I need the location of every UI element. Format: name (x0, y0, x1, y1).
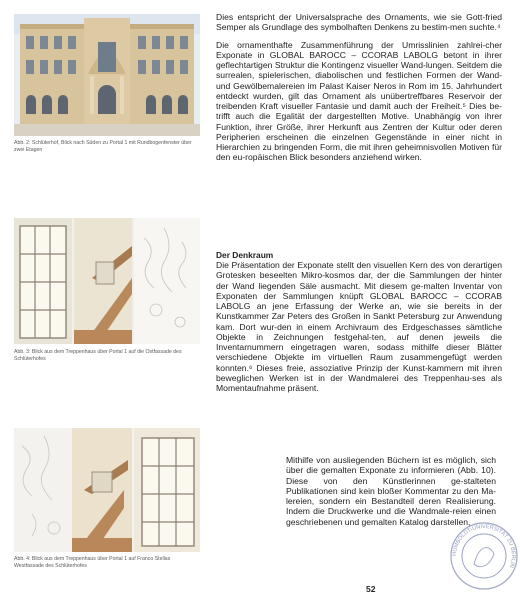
figure-2-photo (14, 14, 200, 136)
svg-text:HUMBOLDT-UNIVERSITÄT ZU BERLIN (452, 524, 516, 568)
figure-3-caption: Abb. 3: Blick aus dem Treppenhaus über Portal 1 auf die Ostfassade des Schlüterhofes (14, 349, 182, 362)
section (216, 250, 502, 393)
staircase-facade-icon (14, 428, 200, 552)
paragraph: Dies entspricht der Universalsprache des Ornaments, wie sie Gott-fried Semper als Grundlage des symbolhaften Denkens zu bestim-men suchte.⁴ (216, 12, 502, 33)
figure-2-caption: Abb. 2: Schlüterhof, Blick nach Süden zu Portal 1 mit Rundbogenfenster über zwei Etagen (14, 140, 192, 153)
body-text (216, 12, 502, 163)
staircase-interior-icon (14, 218, 200, 344)
seal-text: HUMBOLDT-UNIVERSITÄT ZU BERLIN (451, 523, 517, 569)
page-number: 52 (366, 584, 376, 594)
figure-4-photo (14, 428, 200, 552)
paragraph: Mithilfe von ausliegenden Büchern ist es möglich, sich über die gemalten Exponate zu informieren (Abb. 10). Diese von den Künstlerinnen ge-stalteten Publikationen sind kein bloßer Kommentar zu den Ma-lereien, sondern ein Bestandteil deren Realisierung. Indem die Druckwerke und die Wandmale-reien einen geschriebenen und gemalten Katalog darstellen, (286, 455, 496, 527)
building-facade-icon (14, 14, 200, 136)
figure-4-caption: Abb. 4: Blick aus dem Treppenhaus über Portal 1 auf Franco Stellas Westfassade des Schlüterhofes (14, 556, 171, 569)
paragraph: Die ornamenthafte Zusammenführung der Umrisslinien zahlrei-cher Exponate in GLOBAL BAROCC – CCORAB LABOLG betont in ihrer geflechtartigen Struktur die Kontingenz visueller Wand-lungen. Seitdem die surrealen, spielerischen, diabolischen und festlichen Formen der Wand- und Gewölbemalereien im Palast Kaiser Neros in Rom im 15. Jahrhundert entdeckt wurden, gilt das Ornament als unübertreffbares Reservoir der treibenden Kraft visueller Fantasie und damit auch der Freiheit.⁵ Dies be-trifft auch die Egalität der dargestellten Motive. Unabhängig von ihrer Funktion, ihrer Größe, ihrer Herkunft aus Zentren der Kultur oder deren Peripherien erscheinen die einzelnen Gegenstände in einer nicht in Hierarchien zu bringenden Form, die mit ihren geheimnisvollen Motiven für den eu-ropäischen Blick besonders anziehend wirken. (216, 39, 502, 163)
paragraph: Die Präsentation der Exponate stellt den visuellen Kern des von derartigen Grotesken beseelten Mikro-kosmos dar, der die Sammlungen der hinter der Wand liegenden Säle ausmacht. Mit diesem ge-malten Inventar von Exponaten der Sammlungen knüpft GLOBAL BAROCC – CCORAB LABOLG an jene Erfassung der Werke an, wie sie bereits in der Kunstkammer Zar Peters des Großen in Sankt Petersburg zur Anwendung kam. Dort wur-den in einem Archivraum des Erdgeschasses sämtliche Objekte in Zeichnungen festgehal-ten, auf denen jeweils die Inventarnummern eingetragen waren, sodass mithilfe dieser Blätter verschiedene Objekte im virtuellen Raum zusammengefügt werden konnten.⁶ Dieses freie, assoziative Prinzip der Kunst-kammern mit ihren beweglichen Werken ist in der Wandmalerei des Treppenhau-ses als Momentaufnahme präsent. (216, 260, 502, 394)
section-heading: Der Denkraum (216, 250, 274, 260)
figure-3-photo (14, 218, 200, 344)
closing-text (286, 455, 496, 527)
university-seal-icon (448, 520, 520, 592)
